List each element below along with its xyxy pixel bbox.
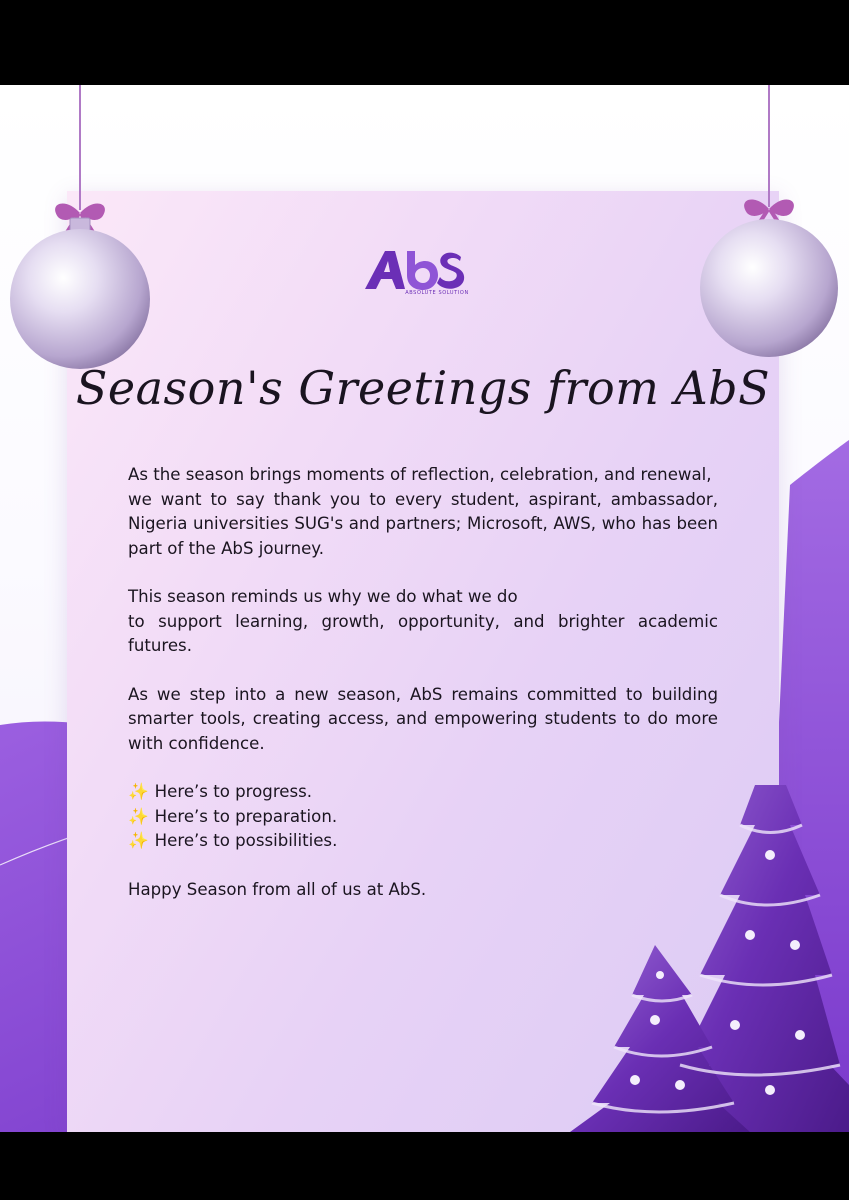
wish-text: Here’s to preparation. [154,806,338,826]
paragraph-line: This season reminds us why we do what we do [128,587,518,606]
bottom-letterbox-bar [0,1132,849,1200]
left-bauble-ornament-icon [8,85,154,385]
right-bauble-ornament-icon [697,85,843,365]
top-letterbox-bar [0,0,849,85]
logo-subtitle: ABSOLUTE SOLUTION [405,290,469,296]
wish-text: Here’s to progress. [154,782,313,801]
wish-text: Here’s to possibilities. [154,831,338,850]
page-title: Season's Greetings from AbS [75,361,771,415]
paragraph-thanks [128,463,718,561]
sparkle-icon: ✨ [128,806,149,826]
christmas-trees-icon [540,785,849,1132]
sparkle-icon: ✨ [128,782,149,801]
paragraph-commitment: As we step into a new season, AbS remains committed to building smarter tools, creating access, and empowering students to do more with confidence. [128,684,718,753]
paragraph-line: we want to say thank you to every student, aspirant, ambassador, Nigeria universities SUG's and partners; Microsoft, AWS, who has been part of the AbS journey. [128,489,718,558]
sparkle-icon: ✨ [128,831,149,850]
abs-logo-mark [361,245,481,293]
poster-canvas [0,85,849,1132]
abs-logo [361,245,481,301]
paragraph-purpose [128,585,718,659]
closing-line: Happy Season from all of us at AbS. [128,879,427,899]
paragraph-line: to support learning, growth, opportunity, and brighter academic futures. [128,611,718,655]
paragraph-line: As the season brings moments of reflection, celebration, and renewal, [128,465,712,484]
